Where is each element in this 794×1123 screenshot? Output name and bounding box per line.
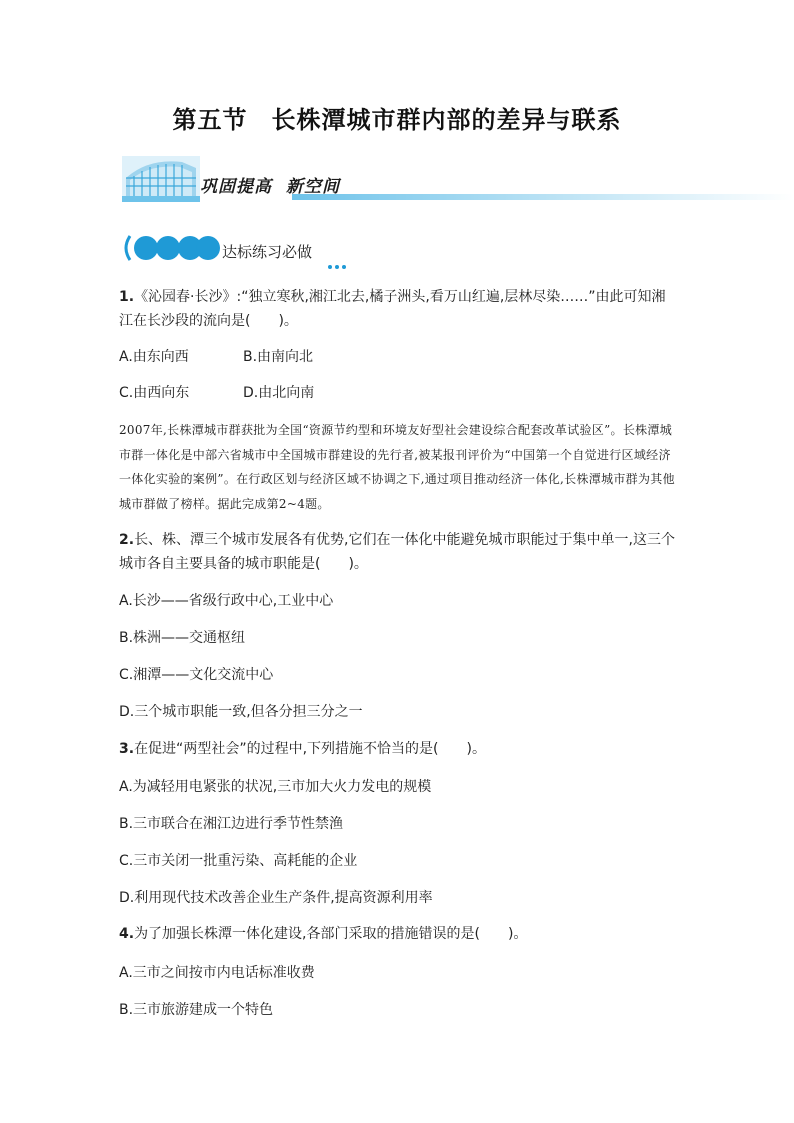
reading-material: 2007年,长株潭城市群获批为全国“资源节约型和环境友好型社会建设综合配套改革试验区”。长株潭城市群一体化是中部六省城市中全国城市群建设的先行者,被某报刊评价为“中国第一个自觉进行区域经济一体化实验的案例”。在行政区划与经济区域不协调之下,通过项目推动经济一体化,长株潭城市群为其他城市群做了榜样。据此完成第2~4题。 [119,423,675,511]
q1-option-b: B.由南向北 [243,349,314,365]
building-icon [122,156,200,202]
question-text: 在促进“两型社会”的过程中,下列措施不恰当的是( )。 [134,741,486,757]
q3-option-d: D.利用现代技术改善企业生产条件,提高资源利用率 [119,890,433,906]
question-4 [119,922,679,946]
q2-option-b: B.株洲——交通枢纽 [119,630,246,646]
page-title [0,100,794,135]
question-2 [119,528,679,576]
q4-option-a: A.三市之间按市内电话标准收费 [119,965,315,981]
q1-option-c: C.由西向东 [119,385,190,401]
subhead-label: 达标练习必做 [222,243,313,261]
dots-icon [328,254,349,273]
q2-option-a: A.长沙——省级行政中心,工业中心 [119,593,334,609]
question-text: 为了加强长株潭一体化建设,各部门采取的措施错误的是( )。 [134,926,528,942]
q1-option-d: D.由北向南 [243,385,315,401]
q2-option-c: C.湘潭——文化交流中心 [119,667,274,683]
banner-title [200,172,340,197]
q4-option-b: B.三市旅游建成一个特色 [119,1002,274,1018]
banner-label-2: 新空间 [286,177,340,197]
question-3 [119,737,679,761]
question-text: 《沁园春·长沙》:“独立寒秋,湘江北去,橘子洲头,看万山红遍,层林尽染……”由此可知湘江在长沙段的流向是( )。 [119,289,666,329]
question-text: 长、株、潭三个城市发展各有优势,它们在一体化中能避免城市职能过于集中单一,这三个城市各自主要具备的城市职能是( )。 [119,532,675,572]
q3-option-c: C.三市关闭一批重污染、高耗能的企业 [119,853,358,869]
practice-subheading [122,232,422,264]
section-name: 长株潭城市群内部的差异与联系 [271,106,622,134]
banner-label-1: 巩固提高 [200,177,272,197]
question-number: 1. [119,289,135,305]
subhead-badge-icon [122,232,220,264]
q2-option-d: D.三个城市职能一致,但各分担三分之一 [119,704,363,720]
question-1 [119,285,679,333]
question-number: 2. [119,532,135,548]
section-banner [122,156,794,202]
q3-option-b: B.三市联合在湘江边进行季节性禁渔 [119,816,344,832]
section-number: 第五节 [172,106,248,134]
banner-divider [292,194,794,200]
question-number: 4. [119,926,135,942]
question-number: 3. [119,741,135,757]
q1-option-a: A.由东向西 [119,349,189,365]
q3-option-a: A.为减轻用电紧张的状况,三市加大火力发电的规模 [119,779,432,795]
